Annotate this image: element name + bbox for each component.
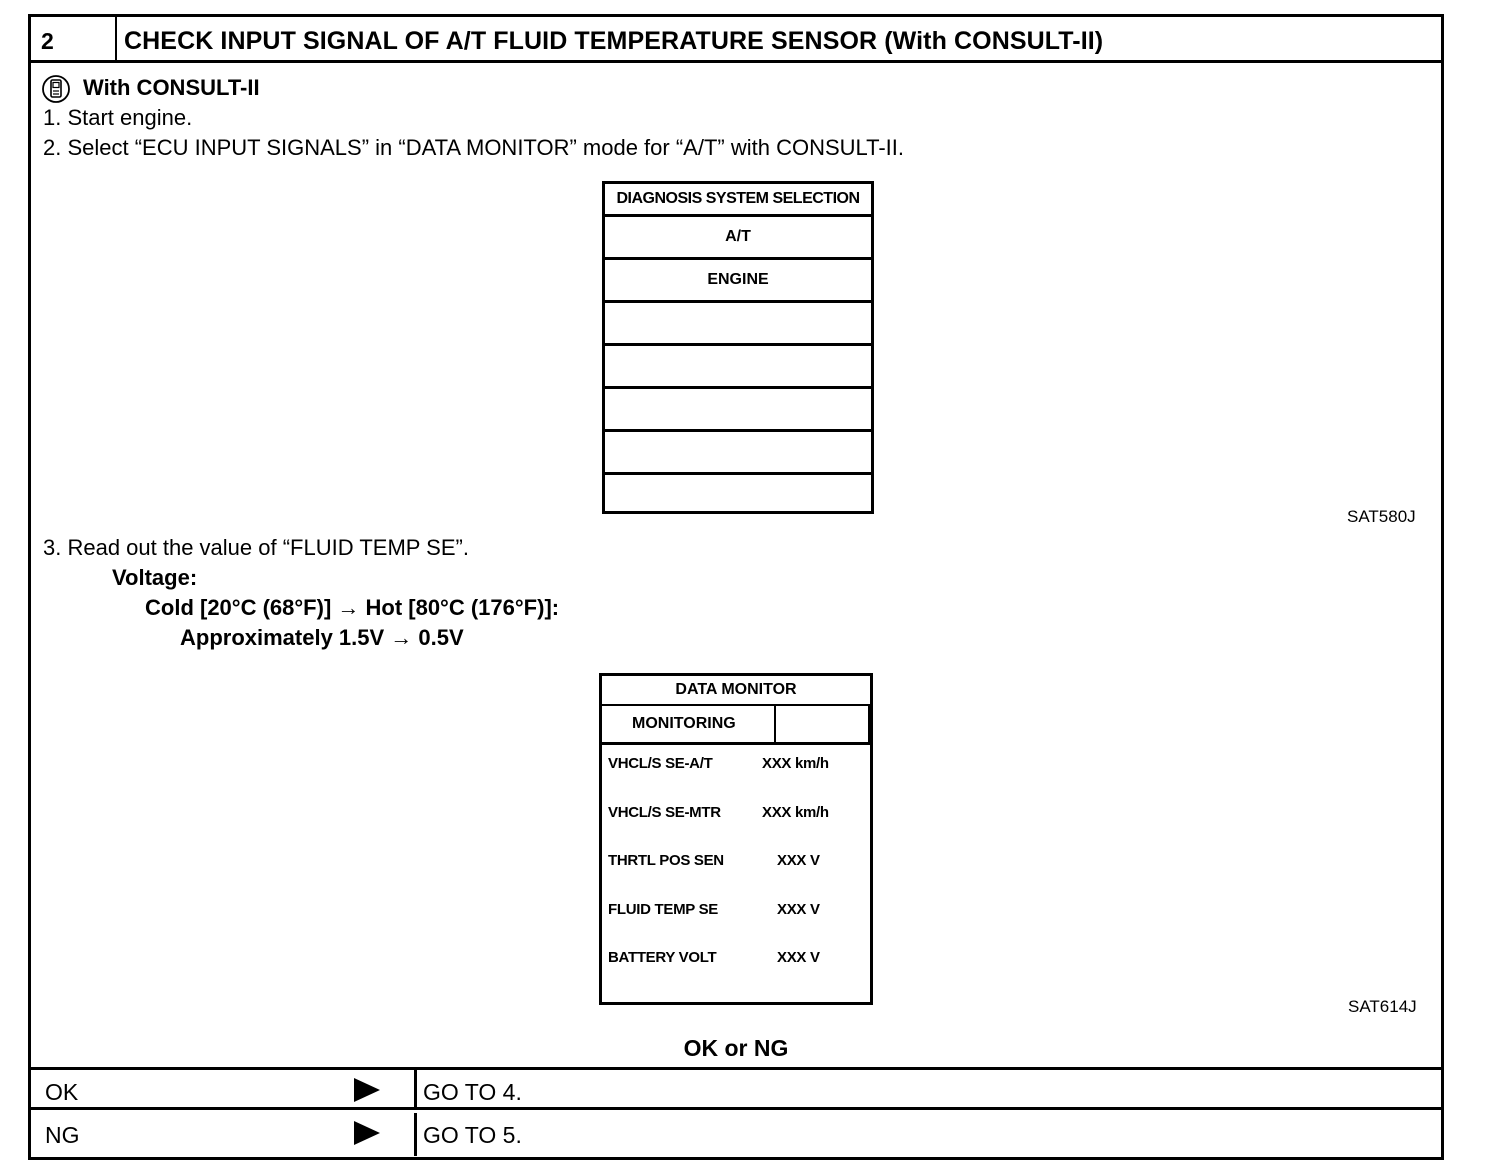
monitor-row-label: BATTERY VOLT (608, 949, 717, 966)
monitoring-divider (774, 706, 776, 742)
monitor-row-label: VHCL/S SE-A/T (608, 755, 713, 772)
figure-ref-sat614j: SAT614J (1348, 997, 1417, 1016)
header-divider (115, 17, 117, 60)
monitor-row-value: XXX V (777, 901, 820, 918)
voltage-spec-value: Approximately 1.5V → 0.5V (180, 625, 464, 650)
result-action: GO TO 5. (423, 1122, 522, 1148)
with-consult-heading: With CONSULT-II (83, 75, 260, 100)
diag-item-blank (605, 475, 871, 515)
diag-item-blank (605, 303, 871, 346)
voltage-label: Voltage: (112, 565, 198, 590)
monitoring-bar (602, 706, 870, 745)
monitor-row-label: VHCL/S SE-MTR (608, 804, 721, 821)
arrow-right-icon (354, 1121, 380, 1145)
ok-or-ng-heading: OK or NG (683, 1035, 789, 1061)
diag-item-blank (605, 389, 871, 432)
step-3-text: 3. Read out the value of “FLUID TEMP SE”. (43, 535, 469, 560)
diagnosis-screen-title: DIAGNOSIS SYSTEM SELECTION (605, 184, 871, 217)
monitor-row-label: FLUID TEMP SE (608, 901, 718, 918)
diag-item-blank (605, 432, 871, 475)
monitor-row-value: XXX V (777, 852, 820, 869)
result-row-ok (31, 1067, 1441, 1110)
data-monitor-title: DATA MONITOR (602, 676, 870, 706)
monitoring-label: MONITORING (632, 715, 736, 732)
monitor-row-value: XXX V (777, 949, 820, 966)
procedure-frame (28, 14, 1444, 1160)
diag-item-blank (605, 346, 871, 389)
result-row-ng (31, 1113, 1441, 1156)
diag-item-at: A/T (605, 217, 871, 260)
result-action: GO TO 4. (423, 1079, 522, 1105)
consult-ii-icon (41, 74, 71, 104)
step-2-text: 2. Select “ECU INPUT SIGNALS” in “DATA MONITOR” mode for “A/T” with CONSULT-II. (43, 135, 905, 160)
monitor-row-value: XXX km/h (762, 755, 829, 772)
monitor-row-label: THRTL POS SEN (608, 852, 724, 869)
step-header (31, 17, 1441, 63)
arrow-right-icon (354, 1078, 380, 1102)
data-monitor-screen (599, 673, 873, 1005)
step-number: 2 (41, 28, 54, 54)
step-title: CHECK INPUT SIGNAL OF A/T FLUID TEMPERATURE SENSOR (With CONSULT-II) (124, 27, 1104, 55)
step-1-text: 1. Start engine. (43, 105, 193, 130)
result-label: NG (45, 1122, 80, 1148)
result-label: OK (45, 1079, 79, 1105)
figure-ref-sat580j: SAT580J (1347, 507, 1416, 526)
monitoring-divider (868, 706, 870, 742)
diag-item-engine: ENGINE (605, 260, 871, 303)
result-divider (414, 1113, 417, 1156)
diagnosis-system-selection-screen (602, 181, 874, 514)
result-divider (414, 1070, 417, 1107)
temperature-condition: Cold [20°C (68°F)] → Hot [80°C (176°F)]: (145, 595, 560, 620)
monitor-row-value: XXX km/h (762, 804, 829, 821)
